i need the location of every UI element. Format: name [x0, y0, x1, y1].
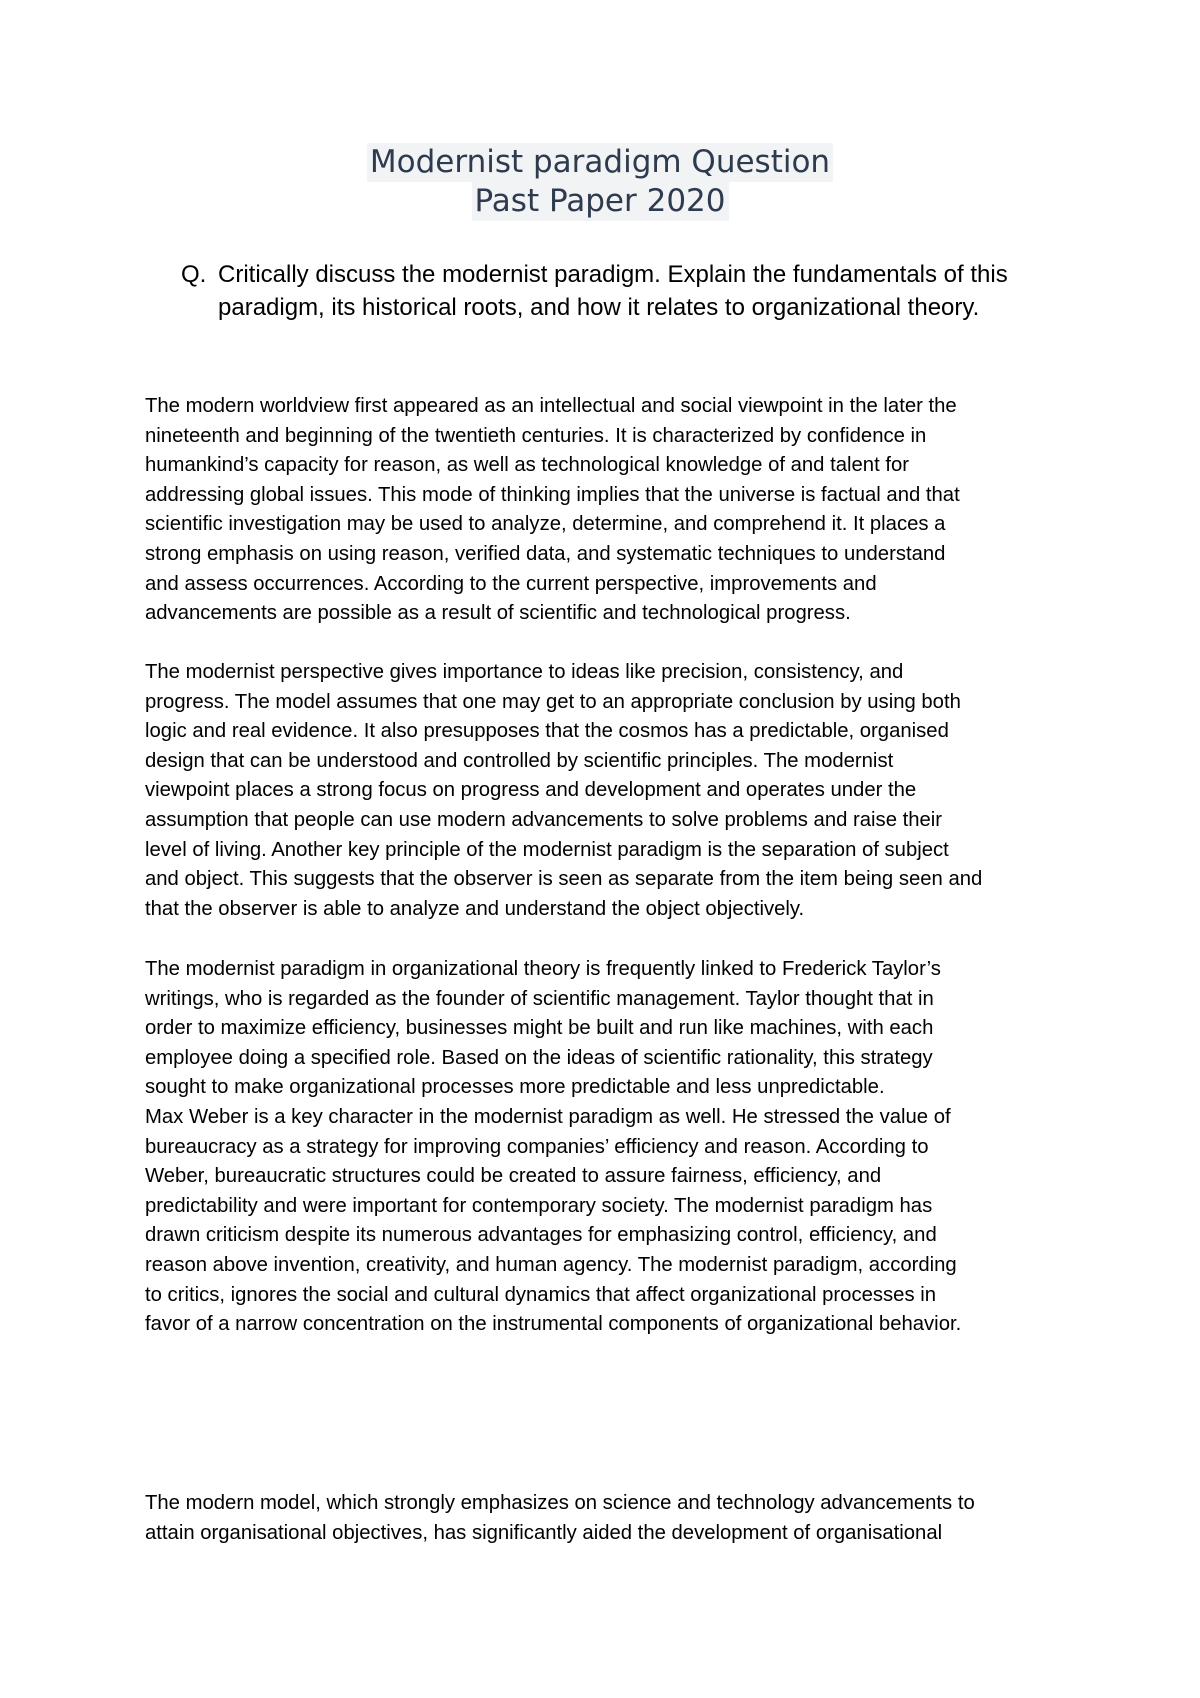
exam-question	[181, 258, 1031, 324]
title-line-2: Past Paper 2020	[472, 182, 729, 221]
body-paragraph-2: The modernist perspective gives importance to ideas like precision, consistency, and progress. The model assumes that one may get to an appropriate conclusion by using both logic and real evidence. It also presupposes that the cosmos has a predictable, organised design that can be understood and controlled by scientific principles. The modernist viewpoint places a strong focus on progress and development and operates under the assumption that people can use modern advancements to solve problems and raise their level of living. Another key principle of the modernist paradigm is the separation of subject and object. This suggests that the observer is seen as separate from the item being seen and that the observer is able to analyze and understand the object objectively.	[145, 661, 983, 920]
title-line-1: Modernist paradigm Question	[367, 143, 833, 182]
document-title	[0, 143, 1200, 221]
question-text: Critically discuss the modernist paradigm. Explain the fundamentals of this paradigm, its historical roots, and how it relates to organizational theory.	[218, 261, 1008, 321]
question-marker: Q.	[181, 261, 207, 288]
body-paragraph-1: The modern worldview first appeared as an intellectual and social viewpoint in the later the nineteenth and beginning of the twentieth centuries. It is characterized by confidence in humankind’s capacity for reason, as well as technological knowledge of and talent for addressing global issues. This mode of thinking implies that the universe is factual and that scientific investigation may be used to analyze, determine, and comprehend it. It places a strong emphasis on using reason, verified data, and systematic techniques to understand and assess occurrences. According to the current perspective, improvements and advancements are possible as a result of scientific and technological progress.	[145, 395, 960, 625]
body-paragraph-4: The modern model, which strongly emphasizes on science and technology advancements to attain organisational objectives, has significantly aided the development of organisational	[145, 1492, 975, 1544]
body-paragraph-3: The modernist paradigm in organizational theory is frequently linked to Frederick Taylor’s writings, who is regarded as the founder of scientific management. Taylor thought that in order to maximize efficiency, businesses might be built and run like machines, with each employee doing a specified role. Based on the ideas of scientific rationality, this strategy sought to make organizational processes more predictable and less unpredictable. Max Weber is a key character in the modernist paradigm as well. He stressed the value of bureaucracy as a strategy for improving companies’ efficiency and reason. According to Weber, bureaucratic structures could be created to assure fairness, efficiency, and predictability and were important for contemporary society. The modernist paradigm has drawn criticism despite its numerous advantages for emphasizing control, efficiency, and reason above invention, creativity, and human agency. The modernist paradigm, according to critics, ignores the social and cultural dynamics that affect organizational processes in favor of a narrow concentration on the instrumental components of organizational behavior.	[145, 958, 962, 1336]
